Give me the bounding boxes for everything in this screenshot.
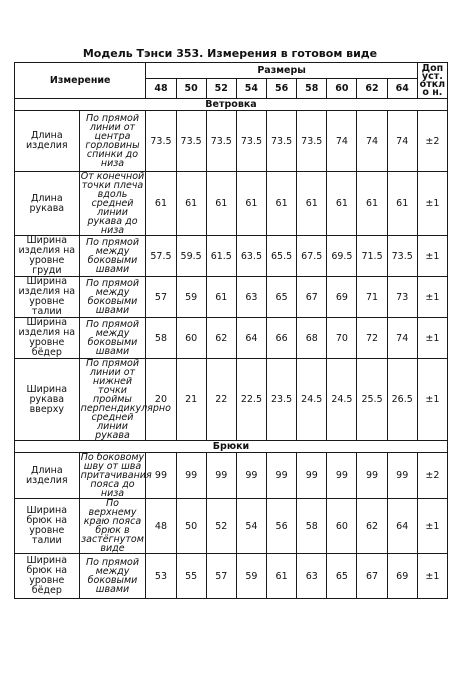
measurement-name: Ширина изделия на уровне груди <box>15 236 80 277</box>
measurement-name: Ширина брюк на уровне талии <box>15 499 80 554</box>
value-cell: 99 <box>146 453 176 499</box>
header-row <box>15 63 448 79</box>
table-body <box>15 63 448 599</box>
value-cell: 53 <box>146 554 176 599</box>
value-cell: 58 <box>297 499 327 554</box>
value-cell: 61 <box>146 172 176 236</box>
section-title: Брюки <box>15 441 448 453</box>
measurement-table <box>14 62 448 599</box>
tolerance-cell: ±1 <box>417 318 447 359</box>
value-cell: 56 <box>267 499 297 554</box>
value-cell: 61 <box>176 172 206 236</box>
size-cell: 52 <box>206 79 236 99</box>
value-cell: 73.5 <box>236 111 266 172</box>
value-cell: 69.5 <box>327 236 357 277</box>
tolerance-cell: ±1 <box>417 554 447 599</box>
size-cell: 60 <box>327 79 357 99</box>
value-cell: 71 <box>357 277 387 318</box>
value-cell: 99 <box>387 453 417 499</box>
size-cell: 54 <box>236 79 266 99</box>
measurement-method: От конечной точки плеча вдоль средней линии рукава до низа <box>80 171 145 236</box>
value-cell: 74 <box>387 111 417 172</box>
value-cell: 22 <box>206 359 236 441</box>
value-cell: 99 <box>236 453 266 499</box>
value-cell: 61 <box>297 172 327 236</box>
value-cell: 99 <box>297 453 327 499</box>
value-cell: 99 <box>176 453 206 499</box>
tolerance-cell: ±2 <box>417 453 447 499</box>
table-row <box>15 359 448 441</box>
value-cell: 59 <box>176 277 206 318</box>
value-cell: 73.5 <box>387 236 417 277</box>
value-cell: 63.5 <box>236 236 266 277</box>
value-cell: 63 <box>236 277 266 318</box>
value-cell: 61 <box>327 172 357 236</box>
size-cell: 62 <box>357 79 387 99</box>
value-cell: 59.5 <box>176 236 206 277</box>
value-cell: 74 <box>357 111 387 172</box>
table-row <box>15 172 448 236</box>
table-row <box>15 318 448 359</box>
size-cell: 48 <box>146 79 176 99</box>
value-cell: 61 <box>357 172 387 236</box>
value-cell: 73.5 <box>297 111 327 172</box>
size-cell: 56 <box>267 79 297 99</box>
value-cell: 69 <box>387 554 417 599</box>
value-cell: 61 <box>267 172 297 236</box>
value-cell: 59 <box>236 554 266 599</box>
value-cell: 62 <box>357 499 387 554</box>
size-cell: 58 <box>297 79 327 99</box>
value-cell: 67 <box>297 277 327 318</box>
measurement-method: По боковому шву от шва притачивания пояса до низа <box>80 452 152 499</box>
value-cell: 64 <box>236 318 266 359</box>
value-cell: 65.5 <box>267 236 297 277</box>
tolerance-header: Допуст. откло н. <box>417 63 447 99</box>
measurement-method: По прямой линии от нижней точки проймы перпендикулярно средней линии рукава <box>80 358 171 441</box>
value-cell: 61 <box>206 277 236 318</box>
value-cell: 65 <box>267 277 297 318</box>
measurement-name: Длина изделия <box>15 453 80 499</box>
size-cell: 64 <box>387 79 417 99</box>
value-cell: 99 <box>267 453 297 499</box>
value-cell: 65 <box>327 554 357 599</box>
size-cell: 50 <box>176 79 206 99</box>
measurement-method: По прямой между боковыми швами <box>79 554 146 599</box>
measurement-method: По прямой между боковыми швами <box>79 318 146 359</box>
measurement-name: Ширина брюк на уровне бёдер <box>15 554 80 599</box>
tolerance-cell: ±1 <box>417 277 447 318</box>
value-cell: 22.5 <box>236 359 266 441</box>
tolerance-cell: ±1 <box>417 359 447 441</box>
measurement-method: По прямой между боковыми швами <box>79 277 146 318</box>
tolerance-cell: ±1 <box>417 499 447 554</box>
value-cell: 67 <box>357 554 387 599</box>
value-cell: 57 <box>206 554 236 599</box>
table-row <box>15 111 448 172</box>
value-cell: 61 <box>206 172 236 236</box>
measurement-method: По прямой линии от центра горловины спинки до низа <box>79 111 146 172</box>
value-cell: 48 <box>146 499 176 554</box>
measurement-name: Ширина рукава вверху <box>15 359 80 441</box>
measurement-method: По прямой между боковыми швами <box>79 236 146 277</box>
value-cell: 61 <box>236 172 266 236</box>
value-cell: 69 <box>327 277 357 318</box>
value-cell: 67.5 <box>297 236 327 277</box>
measure-header: Измерение <box>15 63 146 99</box>
value-cell: 64 <box>387 499 417 554</box>
table-row <box>15 499 448 554</box>
value-cell: 71.5 <box>357 236 387 277</box>
value-cell: 73.5 <box>267 111 297 172</box>
section-title: Ветровка <box>15 99 448 111</box>
value-cell: 99 <box>357 453 387 499</box>
value-cell: 66 <box>267 318 297 359</box>
section-row <box>15 99 448 111</box>
value-cell: 23.5 <box>267 359 297 441</box>
measurement-name: Ширина изделия на уровне талии <box>15 277 80 318</box>
value-cell: 21 <box>176 359 206 441</box>
value-cell: 57 <box>146 277 176 318</box>
tolerance-cell: ±1 <box>417 236 447 277</box>
value-cell: 73 <box>387 277 417 318</box>
value-cell: 61.5 <box>206 236 236 277</box>
table-row <box>15 453 448 499</box>
value-cell: 73.5 <box>176 111 206 172</box>
value-cell: 54 <box>236 499 266 554</box>
value-cell: 50 <box>176 499 206 554</box>
value-cell: 63 <box>297 554 327 599</box>
value-cell: 61 <box>267 554 297 599</box>
value-cell: 24.5 <box>327 359 357 441</box>
value-cell: 73.5 <box>206 111 236 172</box>
value-cell: 74 <box>387 318 417 359</box>
sizes-header: Размеры <box>146 63 417 79</box>
value-cell: 24.5 <box>297 359 327 441</box>
value-cell: 72 <box>357 318 387 359</box>
value-cell: 26.5 <box>387 359 417 441</box>
value-cell: 60 <box>327 499 357 554</box>
measurement-method: По верхнему краю пояса брюк в застёгнутом виде <box>81 498 144 554</box>
value-cell: 70 <box>327 318 357 359</box>
value-cell: 73.5 <box>146 111 176 172</box>
value-cell: 99 <box>206 453 236 499</box>
measurement-name: Длина изделия <box>15 111 80 172</box>
value-cell: 57.5 <box>146 236 176 277</box>
value-cell: 61 <box>387 172 417 236</box>
value-cell: 55 <box>176 554 206 599</box>
section-row <box>15 441 448 453</box>
value-cell: 60 <box>176 318 206 359</box>
page-title: Модель Тэнси 353. Измерения в готовом виде <box>82 47 378 60</box>
measurement-name: Длина рукава <box>15 172 80 236</box>
value-cell: 74 <box>327 111 357 172</box>
table-row <box>15 554 448 599</box>
value-cell: 20 <box>146 359 176 441</box>
value-cell: 68 <box>297 318 327 359</box>
value-cell: 99 <box>327 453 357 499</box>
tolerance-cell: ±2 <box>417 111 447 172</box>
value-cell: 58 <box>146 318 176 359</box>
table-row <box>15 236 448 277</box>
measurement-name: Ширина изделия на уровне бёдер <box>15 318 80 359</box>
value-cell: 62 <box>206 318 236 359</box>
tolerance-cell: ±1 <box>417 172 447 236</box>
value-cell: 52 <box>206 499 236 554</box>
table-row <box>15 277 448 318</box>
value-cell: 25.5 <box>357 359 387 441</box>
